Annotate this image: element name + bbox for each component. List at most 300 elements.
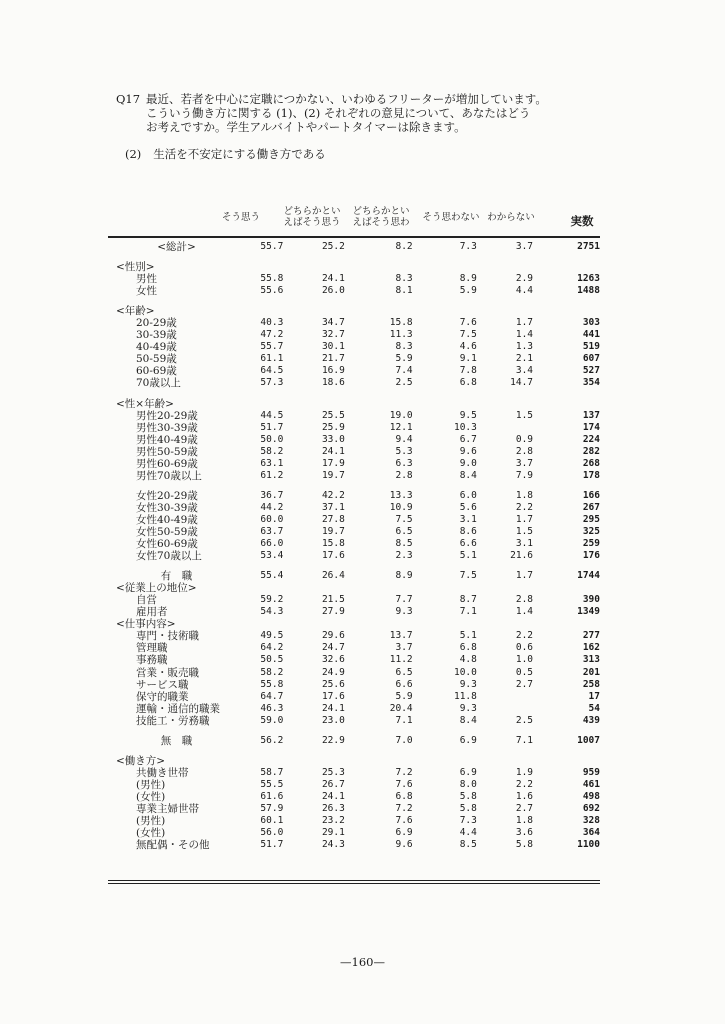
value-cell: 6.0: [459, 489, 477, 501]
value-cell: [245, 755, 283, 767]
value-cell: 1.5: [515, 526, 534, 537]
table-row: [108, 470, 600, 482]
value-cell: [283, 582, 345, 594]
count-cell: 268: [582, 457, 600, 469]
count-cell: 313: [582, 654, 600, 666]
value-cell: 9.3: [459, 702, 477, 714]
value-cell: 8.7: [459, 594, 477, 606]
spacer-cell: [108, 562, 600, 570]
row-label: 20-29歳: [136, 317, 177, 330]
value-cell: 3.7: [395, 642, 413, 654]
table-row: [108, 434, 600, 446]
value-cell: [413, 582, 477, 594]
table-row: [108, 365, 600, 377]
value-cell: 11.2: [389, 654, 413, 666]
value-cell: [345, 305, 413, 317]
value-cell: [283, 398, 345, 410]
count-cell: 282: [582, 445, 600, 457]
row-label: 無 職: [160, 734, 193, 747]
value-cell: 7.5: [395, 513, 413, 525]
row-spacer: [108, 727, 600, 735]
row-label: 女性40-49歳: [136, 513, 198, 526]
value-cell: 64.2: [260, 642, 284, 654]
value-cell: 56.2: [260, 734, 284, 746]
value-cell: 32.7: [321, 329, 345, 341]
row-spacer: [108, 562, 600, 570]
count-cell: 303: [582, 317, 600, 329]
value-cell: 8.0: [459, 778, 477, 790]
table-top-rule: [108, 236, 600, 238]
row-label: 70歳以上: [136, 377, 181, 390]
table-row: [108, 377, 600, 389]
value-cell: 29.1: [321, 827, 345, 839]
column-header: [215, 212, 267, 223]
column-header: [480, 212, 542, 223]
spacer-cell: [108, 482, 600, 490]
count-cell: [533, 582, 600, 594]
value-cell: 25.2: [321, 241, 345, 253]
value-cell: 64.7: [260, 690, 284, 702]
value-cell: 15.8: [321, 538, 345, 550]
count-cell: 176: [582, 550, 600, 562]
table-row: [108, 839, 600, 851]
count-cell: 328: [582, 815, 600, 827]
value-cell: [283, 755, 345, 767]
row-label: <性別>: [116, 261, 155, 274]
value-cell: 1.7: [515, 570, 534, 582]
value-cell: 7.0: [395, 734, 413, 746]
spacer-cell: [108, 727, 600, 735]
row-label: 50-59歳: [136, 353, 177, 366]
question-line: 最近、若者を中心に定職につかない、いわゆるフリーターが増加しています。: [146, 92, 547, 106]
column-header-line: そう思う: [221, 212, 260, 223]
value-cell: [345, 261, 413, 273]
row-label: 男性30-39歳: [136, 421, 198, 434]
table-row: [108, 261, 600, 273]
value-cell: 5.1: [459, 630, 477, 642]
table-row: [108, 446, 600, 458]
row-label: <総計>: [157, 241, 196, 254]
count-cell: 267: [582, 501, 600, 513]
value-cell: 66.0: [260, 538, 284, 550]
value-cell: 44.2: [260, 501, 284, 513]
table-row: [108, 317, 600, 329]
value-cell: 17.6: [321, 690, 345, 702]
row-label: 男性50-59歳: [136, 445, 198, 458]
value-cell: 24.7: [321, 642, 345, 654]
row-label: 専門・技術職: [136, 630, 199, 643]
value-cell: [477, 305, 533, 317]
value-cell: 37.1: [321, 501, 345, 513]
value-cell: 55.7: [260, 341, 284, 353]
value-cell: 60.0: [260, 513, 284, 525]
value-cell: [477, 261, 533, 273]
count-cell: 259: [582, 538, 600, 550]
spacer-cell: [108, 747, 600, 755]
count-cell: 1488: [577, 285, 600, 297]
value-cell: 50.5: [260, 654, 284, 666]
value-cell: 6.8: [459, 377, 477, 389]
table-row: [108, 815, 600, 827]
value-cell: 8.4: [459, 469, 477, 481]
count-cell: 498: [582, 790, 600, 802]
value-cell: [477, 582, 533, 594]
count-cell: 224: [582, 433, 600, 445]
row-label: 30-39歳: [136, 329, 177, 342]
value-cell: 34.7: [321, 317, 345, 329]
value-cell: 8.9: [459, 273, 477, 285]
table-row: [108, 594, 600, 606]
value-cell: 58.7: [260, 766, 284, 778]
value-cell: 22.9: [321, 734, 345, 746]
row-label: サービス職: [136, 678, 189, 691]
count-cell: 1007: [577, 734, 600, 746]
count-cell: 1100: [577, 839, 600, 851]
column-header-line: 実数: [570, 214, 594, 228]
row-label: 男性70歳以上: [136, 469, 202, 482]
question-number: Q17: [116, 92, 141, 106]
sub-question-text: 生活を不安定にする働き方である: [153, 147, 326, 161]
count-cell: [533, 398, 600, 410]
value-cell: 55.7: [260, 241, 284, 253]
value-cell: 6.6: [395, 678, 413, 690]
table-row: [108, 735, 600, 747]
count-cell: [533, 305, 600, 317]
row-label: 無配偶・その他: [136, 839, 210, 852]
table-row: [108, 679, 600, 691]
value-cell: 1.8: [515, 489, 534, 501]
value-cell: [413, 618, 477, 630]
value-cell: 7.3: [459, 815, 477, 827]
value-cell: 6.9: [395, 827, 413, 839]
table-row: [108, 329, 600, 341]
value-cell: 23.2: [321, 815, 345, 827]
value-cell: 7.4: [395, 365, 413, 377]
value-cell: 55.4: [260, 570, 284, 582]
count-cell: 364: [582, 827, 600, 839]
value-cell: 2.2: [515, 630, 534, 642]
value-cell: 17.6: [321, 550, 345, 562]
value-cell: 42.2: [321, 489, 345, 501]
row-label: <年齢>: [116, 305, 155, 318]
value-cell: 3.1: [459, 513, 477, 525]
value-cell: 49.5: [260, 630, 284, 642]
count-cell: 1263: [577, 273, 600, 285]
value-cell: 44.5: [260, 409, 284, 421]
row-label: 営業・販売職: [136, 666, 199, 679]
value-cell: 3.7: [515, 457, 534, 469]
count-cell: 258: [582, 678, 600, 690]
table-row: [108, 654, 600, 666]
value-cell: 61.1: [260, 353, 284, 365]
value-cell: 5.3: [395, 445, 413, 457]
value-cell: [413, 261, 477, 273]
value-cell: 24.1: [321, 702, 345, 714]
value-cell: 20.4: [389, 702, 413, 714]
count-cell: 174: [582, 421, 600, 433]
table-row: [108, 703, 600, 715]
value-cell: [283, 618, 345, 630]
count-cell: 295: [582, 513, 600, 525]
value-cell: 9.6: [459, 445, 477, 457]
value-cell: 7.8: [459, 365, 477, 377]
row-label: 女性70歳以上: [136, 550, 202, 563]
count-cell: 17: [588, 690, 600, 702]
value-cell: [345, 582, 413, 594]
count-cell: 166: [582, 489, 600, 501]
value-cell: 3.6: [515, 827, 534, 839]
value-cell: 9.3: [395, 606, 413, 618]
table-row: [108, 606, 600, 618]
count-cell: 178: [582, 469, 600, 481]
table-row: [108, 341, 600, 353]
question-line: こういう働き方に関する (1)、(2) それぞれの意見について、あなたはどう: [146, 106, 531, 120]
count-cell: 439: [582, 714, 600, 726]
value-cell: 21.7: [321, 353, 345, 365]
value-cell: 9.6: [395, 839, 413, 851]
value-cell: 59.2: [260, 594, 284, 606]
value-cell: [413, 755, 477, 767]
row-label: 自営: [136, 594, 157, 607]
value-cell: 6.6: [459, 538, 477, 550]
value-cell: 5.9: [395, 690, 413, 702]
value-cell: 8.5: [395, 538, 413, 550]
value-cell: [413, 305, 477, 317]
value-cell: 2.7: [515, 802, 534, 814]
value-cell: 3.7: [515, 241, 534, 253]
value-cell: 10.9: [389, 501, 413, 513]
table-row: [108, 570, 600, 582]
count-cell: [533, 618, 600, 630]
value-cell: 8.2: [395, 241, 413, 253]
column-header-line: えばそう思う: [283, 217, 341, 228]
value-cell: 17.9: [321, 457, 345, 469]
value-cell: [245, 582, 283, 594]
count-cell: 54: [588, 702, 600, 714]
table-row: [108, 353, 600, 365]
value-cell: 7.2: [395, 766, 413, 778]
spacer-cell: [108, 253, 600, 261]
value-cell: 2.3: [395, 550, 413, 562]
value-cell: 18.6: [321, 377, 345, 389]
value-cell: 40.3: [260, 317, 284, 329]
table-row: [108, 458, 600, 470]
value-cell: [245, 305, 283, 317]
column-header: [345, 206, 417, 228]
value-cell: 7.6: [459, 317, 477, 329]
table-row: [108, 691, 600, 703]
value-cell: 57.9: [260, 802, 284, 814]
count-cell: 277: [582, 630, 600, 642]
row-label: 男性40-49歳: [136, 433, 198, 446]
value-cell: 10.0: [453, 666, 477, 678]
value-cell: 23.0: [321, 714, 345, 726]
value-cell: 4.8: [459, 654, 477, 666]
table-row: [108, 398, 600, 410]
value-cell: 51.7: [260, 839, 284, 851]
value-cell: 27.9: [321, 606, 345, 618]
count-cell: 692: [582, 802, 600, 814]
table-row: [108, 630, 600, 642]
value-cell: 54.3: [260, 606, 284, 618]
value-cell: 24.9: [321, 666, 345, 678]
value-cell: 8.3: [395, 273, 413, 285]
value-cell: 29.6: [321, 630, 345, 642]
sub-question: [125, 146, 338, 162]
table-row: [108, 582, 600, 594]
value-cell: 6.7: [459, 433, 477, 445]
row-label: 男性20-29歳: [136, 409, 198, 422]
column-header: [416, 212, 486, 223]
value-cell: 6.8: [395, 790, 413, 802]
value-cell: [345, 755, 413, 767]
table-row: [108, 642, 600, 654]
value-cell: 5.8: [515, 839, 534, 851]
value-cell: 5.8: [459, 802, 477, 814]
value-cell: 46.3: [260, 702, 284, 714]
table-row: [108, 490, 600, 502]
value-cell: 53.4: [260, 550, 284, 562]
row-label: 有 職: [160, 570, 193, 583]
value-cell: 25.9: [321, 421, 345, 433]
value-cell: 11.3: [389, 329, 413, 341]
table-row: [108, 241, 600, 253]
value-cell: 1.4: [515, 606, 534, 618]
value-cell: 63.7: [260, 526, 284, 537]
spacer-cell: [108, 390, 600, 398]
row-label: 保守的職業: [136, 690, 189, 703]
column-header-line: どちらかとい: [352, 206, 410, 217]
value-cell: 9.5: [459, 409, 477, 421]
value-cell: 2.7: [515, 678, 534, 690]
row-label: 事務職: [136, 654, 168, 667]
value-cell: 7.1: [459, 606, 477, 618]
value-cell: 0.9: [515, 433, 534, 445]
table-row: [108, 410, 600, 422]
value-cell: 2.2: [515, 501, 534, 513]
value-cell: 61.2: [260, 469, 284, 481]
column-header: [560, 216, 604, 227]
value-cell: 2.8: [515, 594, 534, 606]
table-row: [108, 273, 600, 285]
row-spacer: [108, 253, 600, 261]
value-cell: 56.0: [260, 827, 284, 839]
row-label: 女性30-39歳: [136, 501, 198, 514]
column-header-line: そう思わない: [422, 212, 480, 223]
value-cell: 5.8: [459, 790, 477, 802]
value-cell: 21.5: [321, 594, 345, 606]
value-cell: [283, 261, 345, 273]
value-cell: 24.3: [321, 839, 345, 851]
value-cell: [477, 618, 533, 630]
value-cell: 1.0: [515, 654, 534, 666]
row-label: <従業上の地位>: [116, 582, 197, 595]
value-cell: 2.2: [515, 778, 534, 790]
value-cell: 11.8: [453, 690, 477, 702]
value-cell: 13.3: [389, 489, 413, 501]
value-cell: 36.7: [260, 489, 284, 501]
value-cell: 16.9: [321, 365, 345, 377]
question-line: お考えですか。学生アルバイトやパートタイマーは除きます。: [146, 120, 466, 134]
value-cell: 24.1: [321, 445, 345, 457]
table-row: [108, 618, 600, 630]
count-cell: 201: [582, 666, 600, 678]
row-label: 男性60-69歳: [136, 457, 198, 470]
count-cell: 1349: [577, 606, 600, 618]
value-cell: 55.8: [260, 678, 284, 690]
value-cell: 55.5: [260, 778, 284, 790]
value-cell: 6.3: [395, 457, 413, 469]
value-cell: 59.0: [260, 714, 284, 726]
value-cell: [477, 422, 533, 434]
value-cell: 26.0: [321, 285, 345, 297]
column-header: [276, 206, 348, 228]
value-cell: 9.0: [459, 457, 477, 469]
value-cell: 58.2: [260, 445, 284, 457]
row-label: (男性): [136, 815, 166, 828]
row-label: 管理職: [136, 642, 168, 655]
value-cell: 27.8: [321, 513, 345, 525]
value-cell: 5.9: [459, 285, 477, 297]
value-cell: 7.6: [395, 815, 413, 827]
row-label: <仕事内容>: [116, 618, 176, 631]
table-row: [108, 827, 600, 839]
count-cell: 461: [582, 778, 600, 790]
row-spacer: [108, 297, 600, 305]
row-spacer: [108, 390, 600, 398]
table-row: [108, 779, 600, 791]
value-cell: [477, 755, 533, 767]
column-header-line: えばそう思わ: [352, 217, 410, 228]
value-cell: 2.8: [395, 469, 413, 481]
value-cell: 1.7: [515, 513, 534, 525]
value-cell: 8.6: [459, 526, 477, 537]
value-cell: 1.9: [515, 766, 534, 778]
count-cell: 519: [582, 341, 600, 353]
value-cell: 26.4: [321, 570, 345, 582]
row-spacer: [108, 747, 600, 755]
row-label: 技能工・労務職: [136, 714, 210, 727]
row-spacer: [108, 482, 600, 490]
count-cell: 137: [582, 409, 600, 421]
count-cell: 607: [582, 353, 600, 365]
value-cell: [345, 618, 413, 630]
value-cell: 2.5: [515, 714, 534, 726]
value-cell: 13.7: [389, 630, 413, 642]
value-cell: 19.7: [321, 469, 345, 481]
row-label: (男性): [136, 778, 166, 791]
sub-question-number: (2): [125, 147, 142, 161]
value-cell: 25.3: [321, 766, 345, 778]
row-label: 40-49歳: [136, 341, 177, 354]
table-row: [108, 767, 600, 779]
value-cell: 47.2: [260, 329, 284, 341]
value-cell: 60.1: [260, 815, 284, 827]
value-cell: [413, 398, 477, 410]
count-cell: 2751: [577, 241, 600, 253]
value-cell: 24.1: [321, 273, 345, 285]
row-label: 運輸・通信的職業: [136, 702, 220, 715]
results-table: [108, 241, 600, 851]
value-cell: 5.9: [395, 353, 413, 365]
value-cell: 19.0: [389, 409, 413, 421]
value-cell: [477, 398, 533, 410]
value-cell: 26.7: [321, 778, 345, 790]
value-cell: 5.1: [459, 550, 477, 562]
value-cell: 2.1: [515, 353, 534, 365]
value-cell: 2.8: [515, 445, 534, 457]
value-cell: 7.5: [459, 329, 477, 341]
